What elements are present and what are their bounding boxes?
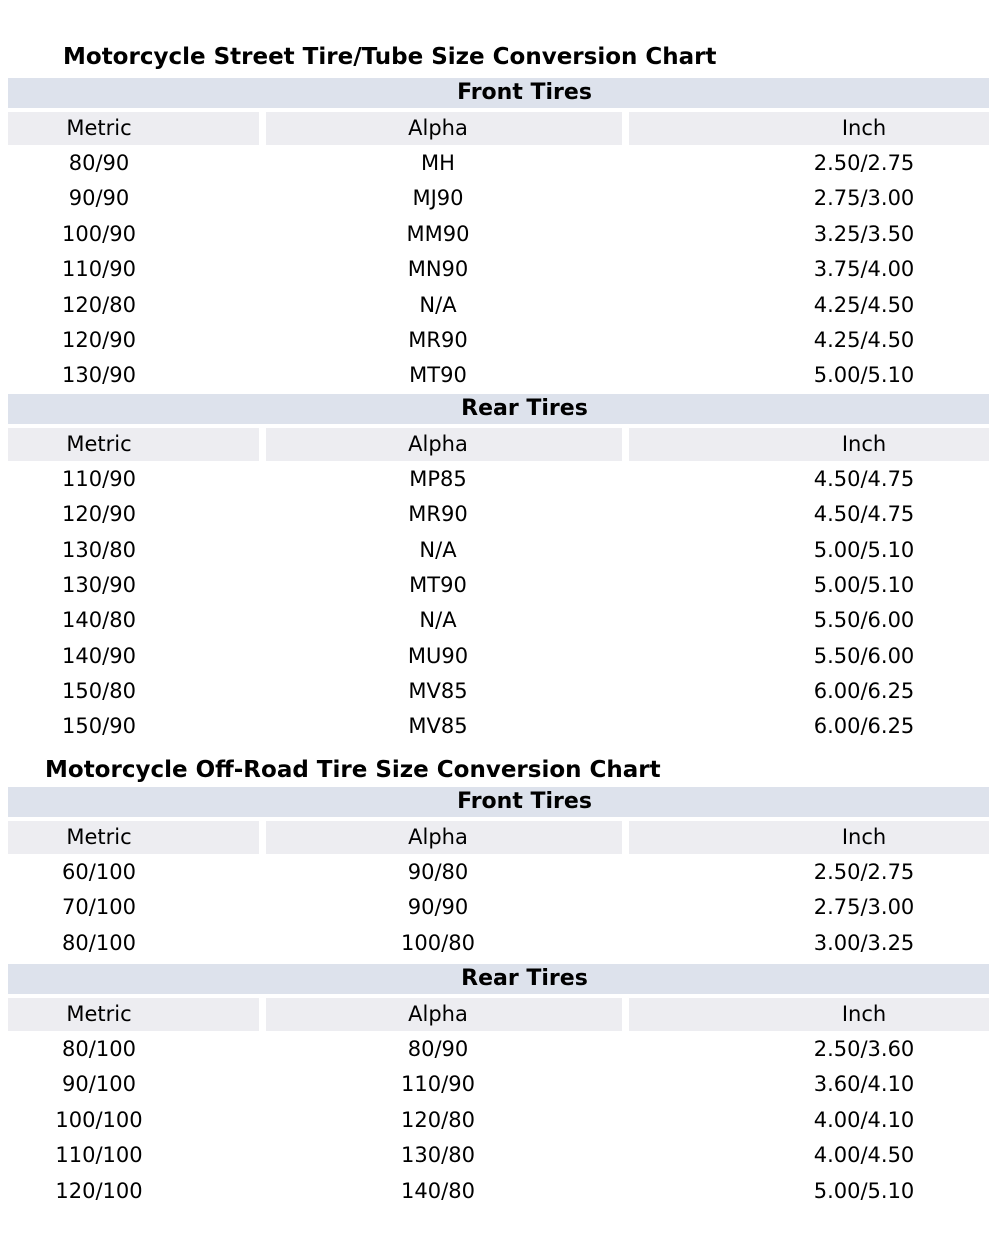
section-header-front-tires: Front Tires <box>8 78 989 108</box>
cell-inch: 5.00/5.10 <box>629 358 989 393</box>
cell-alpha: 90/80 <box>266 855 622 890</box>
column-header-metric: Metric <box>8 998 259 1031</box>
column-header-alpha: Alpha <box>266 112 622 145</box>
cell-metric: 90/90 <box>8 181 259 216</box>
cell-metric: 110/90 <box>8 462 259 497</box>
cell-alpha: MT90 <box>266 358 622 393</box>
cell-inch: 2.75/3.00 <box>629 181 989 216</box>
cell-alpha: MP85 <box>266 462 622 497</box>
column-header-row <box>8 998 989 1031</box>
cell-metric: 150/90 <box>8 709 259 744</box>
table-body <box>8 146 989 394</box>
cell-metric: 120/100 <box>8 1174 259 1209</box>
column-header-metric: Metric <box>8 428 259 461</box>
cell-alpha: MR90 <box>266 497 622 532</box>
cell-metric: 120/90 <box>8 497 259 532</box>
cell-inch: 5.00/5.10 <box>629 1174 989 1209</box>
cell-alpha: 110/90 <box>266 1067 622 1102</box>
cell-metric: 100/90 <box>8 217 259 252</box>
street-rear-tires-table <box>8 394 989 745</box>
cell-inch: 5.50/6.00 <box>629 639 989 674</box>
column-header-row <box>8 112 989 145</box>
cell-alpha: MV85 <box>266 709 622 744</box>
cell-metric: 130/90 <box>8 568 259 603</box>
table-row <box>8 674 989 709</box>
cell-inch: 5.00/5.10 <box>629 533 989 568</box>
cell-metric: 70/100 <box>8 890 259 925</box>
cell-metric: 140/90 <box>8 639 259 674</box>
offroad-front-tires-table <box>8 787 989 961</box>
column-header-alpha: Alpha <box>266 428 622 461</box>
cell-metric: 80/90 <box>8 146 259 181</box>
column-header-inch: Inch <box>629 112 989 145</box>
column-header-inch: Inch <box>629 998 989 1031</box>
table-row <box>8 1138 989 1173</box>
cell-metric: 80/100 <box>8 1032 259 1067</box>
cell-inch: 4.50/4.75 <box>629 462 989 497</box>
table-row <box>8 926 989 961</box>
cell-alpha: 90/90 <box>266 890 622 925</box>
cell-alpha: MH <box>266 146 622 181</box>
cell-metric: 120/90 <box>8 323 259 358</box>
cell-inch: 4.50/4.75 <box>629 497 989 532</box>
cell-alpha: 130/80 <box>266 1138 622 1173</box>
table-row <box>8 1032 989 1067</box>
column-header-row <box>8 821 989 854</box>
table-row <box>8 181 989 216</box>
cell-alpha: MN90 <box>266 252 622 287</box>
table-row <box>8 603 989 638</box>
table-row <box>8 855 989 890</box>
table-row <box>8 217 989 252</box>
table-row <box>8 146 989 181</box>
cell-alpha: MJ90 <box>266 181 622 216</box>
cell-metric: 80/100 <box>8 926 259 961</box>
table-row <box>8 533 989 568</box>
section-header-rear-tires: Rear Tires <box>8 394 989 424</box>
cell-alpha: N/A <box>266 288 622 323</box>
column-header-alpha: Alpha <box>266 998 622 1031</box>
cell-inch: 3.75/4.00 <box>629 252 989 287</box>
cell-alpha: 80/90 <box>266 1032 622 1067</box>
cell-alpha: MT90 <box>266 568 622 603</box>
column-header-metric: Metric <box>8 112 259 145</box>
cell-metric: 140/80 <box>8 603 259 638</box>
cell-inch: 4.25/4.50 <box>629 323 989 358</box>
cell-metric: 110/100 <box>8 1138 259 1173</box>
offroad-chart-title: Motorcycle Off-Road Tire Size Conversion Chart <box>45 756 661 783</box>
table-row <box>8 497 989 532</box>
table-row <box>8 358 989 393</box>
cell-alpha: MU90 <box>266 639 622 674</box>
column-header-inch: Inch <box>629 428 989 461</box>
table-row <box>8 323 989 358</box>
cell-inch: 2.50/2.75 <box>629 855 989 890</box>
cell-metric: 130/80 <box>8 533 259 568</box>
cell-inch: 4.00/4.50 <box>629 1138 989 1173</box>
cell-metric: 100/100 <box>8 1103 259 1138</box>
section-header-rear-tires: Rear Tires <box>8 964 989 994</box>
cell-metric: 150/80 <box>8 674 259 709</box>
table-row <box>8 709 989 744</box>
table-body <box>8 855 989 961</box>
table-row <box>8 890 989 925</box>
cell-alpha: 120/80 <box>266 1103 622 1138</box>
cell-inch: 6.00/6.25 <box>629 674 989 709</box>
cell-metric: 120/80 <box>8 288 259 323</box>
column-header-alpha: Alpha <box>266 821 622 854</box>
cell-metric: 110/90 <box>8 252 259 287</box>
cell-alpha: N/A <box>266 603 622 638</box>
cell-inch: 2.50/2.75 <box>629 146 989 181</box>
table-row <box>8 1174 989 1209</box>
cell-alpha: 100/80 <box>266 926 622 961</box>
street-chart-title: Motorcycle Street Tire/Tube Size Conversion Chart <box>63 44 717 70</box>
table-row <box>8 288 989 323</box>
cell-inch: 4.00/4.10 <box>629 1103 989 1138</box>
cell-alpha: MV85 <box>266 674 622 709</box>
column-header-metric: Metric <box>8 821 259 854</box>
column-header-row <box>8 428 989 461</box>
cell-inch: 2.75/3.00 <box>629 890 989 925</box>
street-front-tires-table <box>8 78 989 394</box>
cell-metric: 90/100 <box>8 1067 259 1102</box>
cell-metric: 60/100 <box>8 855 259 890</box>
cell-metric: 130/90 <box>8 358 259 393</box>
table-row <box>8 568 989 603</box>
table-row <box>8 1067 989 1102</box>
cell-inch: 4.25/4.50 <box>629 288 989 323</box>
table-body <box>8 1032 989 1209</box>
cell-inch: 3.25/3.50 <box>629 217 989 252</box>
table-row <box>8 462 989 497</box>
cell-inch: 5.50/6.00 <box>629 603 989 638</box>
cell-alpha: MM90 <box>266 217 622 252</box>
offroad-rear-tires-table <box>8 964 989 1209</box>
table-row <box>8 1103 989 1138</box>
cell-alpha: N/A <box>266 533 622 568</box>
cell-alpha: 140/80 <box>266 1174 622 1209</box>
table-row <box>8 252 989 287</box>
table-row <box>8 639 989 674</box>
column-header-inch: Inch <box>629 821 989 854</box>
cell-inch: 6.00/6.25 <box>629 709 989 744</box>
cell-inch: 3.60/4.10 <box>629 1067 989 1102</box>
table-body <box>8 462 989 745</box>
cell-inch: 5.00/5.10 <box>629 568 989 603</box>
cell-inch: 3.00/3.25 <box>629 926 989 961</box>
cell-inch: 2.50/3.60 <box>629 1032 989 1067</box>
cell-alpha: MR90 <box>266 323 622 358</box>
section-header-front-tires: Front Tires <box>8 787 989 817</box>
